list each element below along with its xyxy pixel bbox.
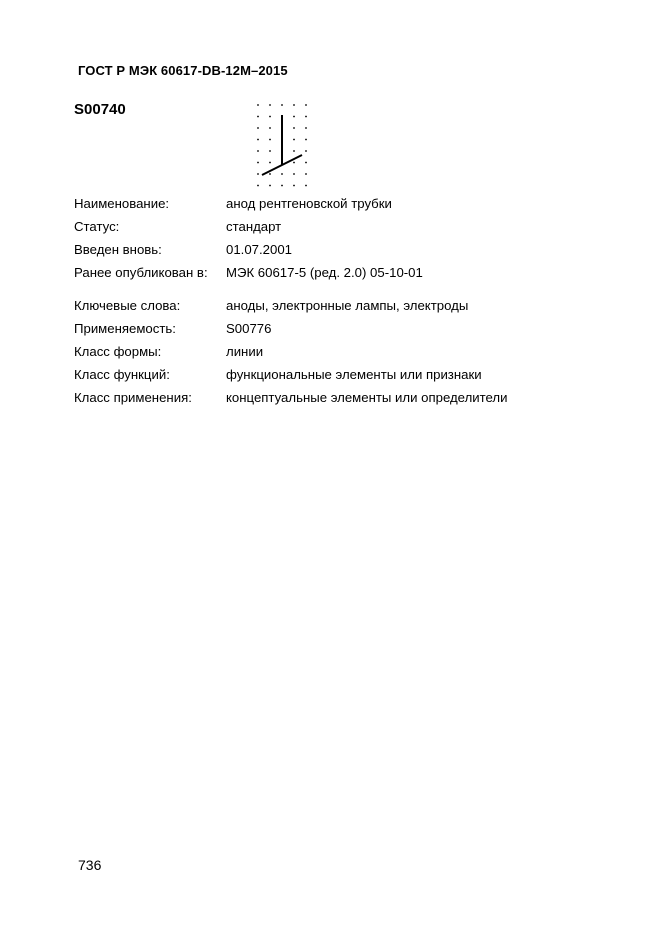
grid-dot [281, 173, 283, 175]
document-header: ГОСТ Р МЭК 60617-DB-12M–2015 [78, 63, 288, 78]
grid-dot [257, 104, 259, 106]
grid-dot [305, 139, 307, 141]
field-value: линии [226, 344, 264, 359]
grid-dot [257, 162, 259, 164]
grid-dot [305, 162, 307, 164]
field-value: аноды, электронные лампы, электроды [226, 298, 469, 313]
grid-dot [293, 104, 295, 106]
grid-dot [257, 185, 259, 187]
grid-dot [257, 173, 259, 175]
field-label: Статус: [74, 219, 120, 234]
grid-dot [269, 116, 271, 118]
field-label: Ключевые слова: [74, 298, 181, 313]
grid-dot [269, 173, 271, 175]
grid-dot [269, 150, 271, 152]
field-label: Применяемость: [74, 321, 176, 336]
grid-dot [281, 185, 283, 187]
grid-dot [293, 116, 295, 118]
field-label: Введен вновь: [74, 242, 162, 257]
grid-dot [269, 139, 271, 141]
grid-dot [257, 139, 259, 141]
symbol-code: S00740 [74, 101, 126, 118]
x-ray-tube-anode-symbol-icon [252, 100, 312, 190]
grid-dot [293, 185, 295, 187]
page-number: 736 [78, 857, 102, 873]
grid-dot [257, 116, 259, 118]
field-label: Класс формы: [74, 344, 162, 359]
grid-dot [269, 104, 271, 106]
grid-dot [305, 116, 307, 118]
grid-dot [293, 173, 295, 175]
field-value: функциональные элементы или признаки [226, 367, 482, 382]
grid-dot [305, 150, 307, 152]
field-label: Класс функций: [74, 367, 170, 382]
grid-dot [257, 150, 259, 152]
grid-dot [305, 127, 307, 129]
grid-dot [305, 185, 307, 187]
grid-dot [293, 150, 295, 152]
field-value: концептуальные элементы или определители [226, 390, 508, 405]
grid-dot [293, 162, 295, 164]
grid-dot [269, 185, 271, 187]
field-value: МЭК 60617-5 (ред. 2.0) 05-10-01 [226, 265, 423, 280]
grid-dot [305, 104, 307, 106]
grid-dot [305, 173, 307, 175]
grid-dot [269, 162, 271, 164]
field-value: 01.07.2001 [226, 242, 293, 257]
field-label: Класс применения: [74, 390, 192, 405]
grid-dot [257, 127, 259, 129]
field-value: S00776 [226, 321, 272, 336]
field-label: Наименование: [74, 196, 170, 211]
grid-dot [293, 127, 295, 129]
field-label: Ранее опубликован в: [74, 265, 208, 280]
grid-dot [293, 139, 295, 141]
grid-dot [269, 127, 271, 129]
field-value: стандарт [226, 219, 282, 234]
grid-dot [281, 104, 283, 106]
field-value: анод рентгеновской трубки [226, 196, 392, 211]
